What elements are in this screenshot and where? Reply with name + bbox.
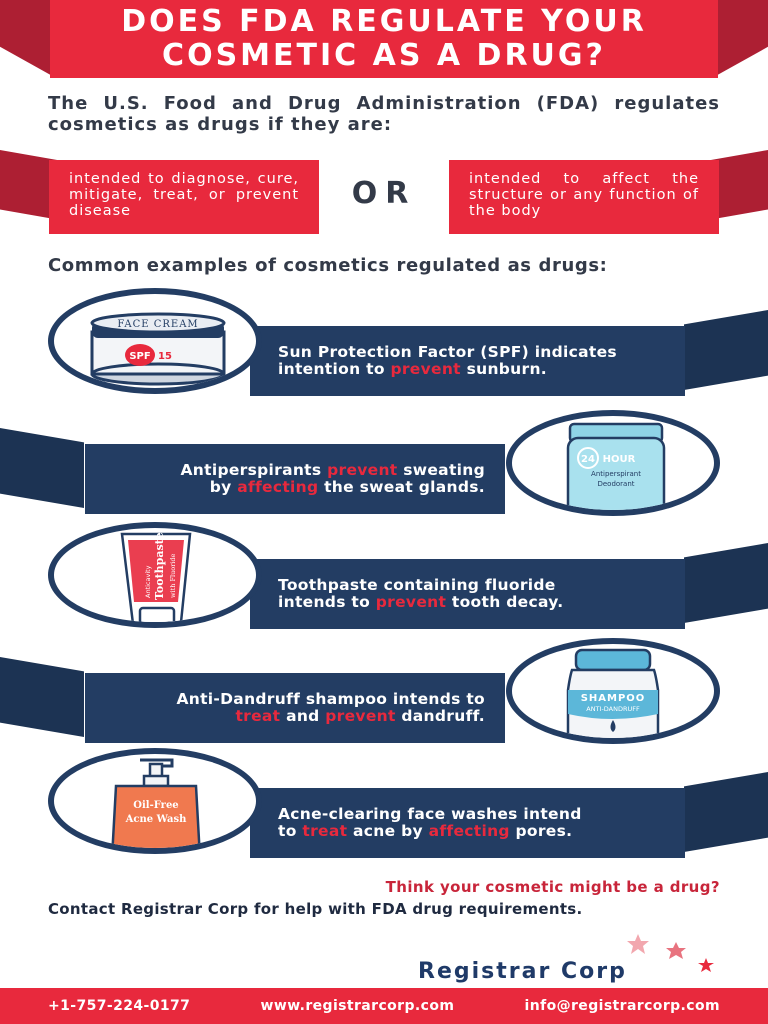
example-spf-wing bbox=[684, 310, 768, 390]
anti-dandruff-label: ANTI-DANDRUFF bbox=[586, 705, 640, 713]
example-text-segment: Sun Protection Factor (SPF) indicates bbox=[278, 343, 617, 361]
example-shampoo-text-line1 bbox=[176, 691, 485, 708]
example-spf-text-line1 bbox=[278, 344, 685, 361]
example-text-segment: Anti-Dandruff shampoo intends to bbox=[176, 690, 485, 708]
highlight-keyword: affecting bbox=[237, 478, 319, 496]
highlight-keyword: prevent bbox=[327, 461, 398, 479]
antiperspirant-stick-icon bbox=[512, 416, 714, 510]
title-banner bbox=[50, 0, 718, 78]
antiperspirant-24-label: 24 bbox=[581, 454, 595, 465]
face-cream-spf-label: SPF bbox=[129, 351, 151, 362]
footer-phone[interactable]: +1-757-224-0177 bbox=[48, 998, 191, 1014]
footer-website-link[interactable]: www.registrarcorp.com bbox=[260, 998, 455, 1014]
registrar-corp-logo bbox=[418, 930, 720, 985]
highlight-keyword: treat bbox=[302, 822, 348, 840]
deodorant-type-label: Deodorant bbox=[597, 480, 635, 488]
logo-wordmark: Registrar Corp bbox=[418, 959, 627, 984]
example-text-segment: and bbox=[280, 707, 326, 725]
antiperspirant-hour-label: HOUR bbox=[602, 454, 636, 465]
example-text-segment: Acne-clearing face washes intend bbox=[278, 805, 582, 823]
toothpaste-fluoride-label: with Fluoride bbox=[169, 553, 177, 598]
example-text-segment: the sweat glands. bbox=[318, 478, 485, 496]
example-text-segment: Toothpaste containing fluoride bbox=[278, 576, 556, 594]
example-antiperspirant-bar bbox=[85, 444, 505, 514]
example-text-segment: intends to bbox=[278, 593, 376, 611]
example-text-segment: by bbox=[209, 478, 238, 496]
example-text-segment: dandruff. bbox=[395, 707, 485, 725]
examples-heading: Common examples of cosmetics regulated as drugs: bbox=[48, 255, 608, 276]
face-cream-jar-icon bbox=[54, 294, 256, 388]
example-antiperspirant-text-line2 bbox=[210, 479, 485, 496]
toothpaste-brand-label: Toothpaste bbox=[153, 532, 166, 600]
example-acne-bar bbox=[250, 788, 685, 858]
highlight-keyword: prevent bbox=[325, 707, 396, 725]
criteria-or-connector: OR bbox=[351, 176, 417, 211]
highlight-keyword: prevent bbox=[390, 360, 461, 378]
example-toothpaste-wing bbox=[684, 543, 768, 623]
example-toothpaste-text-line2 bbox=[278, 594, 685, 611]
example-shampoo-text-line2 bbox=[235, 708, 485, 725]
example-shampoo-bar bbox=[85, 673, 505, 743]
example-text-segment: Antiperspirants bbox=[180, 461, 328, 479]
example-text-segment: acne by bbox=[347, 822, 429, 840]
toothpaste-tube-icon bbox=[54, 528, 256, 622]
example-acne-wing bbox=[684, 772, 768, 852]
example-toothpaste-text-line1 bbox=[278, 577, 685, 594]
antiperspirant-type-label: Antiperspirant bbox=[591, 470, 641, 478]
acne-wash-name-label: Acne Wash bbox=[125, 814, 187, 825]
example-text-segment: pores. bbox=[509, 822, 573, 840]
shampoo-bottle-icon bbox=[512, 644, 714, 738]
face-cream-circle bbox=[48, 288, 262, 394]
example-text-segment: to bbox=[278, 822, 303, 840]
toothpaste-anticavity-label: Anticavity bbox=[144, 565, 152, 598]
acne-wash-pump-bottle-icon bbox=[54, 754, 256, 848]
contact-footer bbox=[0, 988, 768, 1024]
criteria-body-box: intended to affect the structure or any function of the body bbox=[449, 160, 719, 234]
example-toothpaste-bar bbox=[250, 559, 685, 629]
face-cream-spf-number: 15 bbox=[158, 351, 172, 362]
example-text-segment: intention to bbox=[278, 360, 391, 378]
example-spf-text-line2 bbox=[278, 361, 685, 378]
example-acne-text-line1 bbox=[278, 806, 685, 823]
example-antiperspirant-wing bbox=[0, 428, 84, 508]
example-text-segment: tooth decay. bbox=[446, 593, 564, 611]
example-spf-bar bbox=[250, 326, 685, 396]
shampoo-circle bbox=[506, 638, 720, 744]
highlight-keyword: treat bbox=[235, 707, 281, 725]
highlight-keyword: prevent bbox=[375, 593, 447, 611]
shampoo-label: SHAMPOO bbox=[580, 693, 646, 704]
face-cream-lid-label: FACE CREAM bbox=[117, 319, 199, 330]
cta-question: Think your cosmetic might be a drug? bbox=[385, 878, 720, 896]
example-shampoo-wing bbox=[0, 657, 84, 737]
cta-contact-text: Contact Registrar Corp for help with FDA drug requirements. bbox=[48, 900, 583, 918]
antiperspirant-circle bbox=[506, 410, 720, 516]
acne-wash-circle bbox=[48, 748, 262, 854]
criteria-disease-box: intended to diagnose, cure, mitigate, treat, or prevent disease bbox=[49, 160, 319, 234]
page-title: DOES FDA REGULATE YOUR COSMETIC AS A DRUG? bbox=[121, 4, 647, 73]
example-text-segment: sweating bbox=[397, 461, 485, 479]
toothpaste-circle bbox=[48, 522, 262, 628]
acne-wash-oil-free-label: Oil-Free bbox=[133, 800, 179, 811]
intro-text: The U.S. Food and Drug Administration (FDA) regulates cosmetics as drugs if they are: bbox=[48, 93, 720, 135]
example-acne-text-line2 bbox=[278, 823, 685, 840]
example-antiperspirant-text-line1 bbox=[181, 462, 486, 479]
example-text-segment: sunburn. bbox=[460, 360, 547, 378]
footer-email-link[interactable]: info@registrarcorp.com bbox=[524, 998, 720, 1014]
highlight-keyword: affecting bbox=[428, 822, 510, 840]
